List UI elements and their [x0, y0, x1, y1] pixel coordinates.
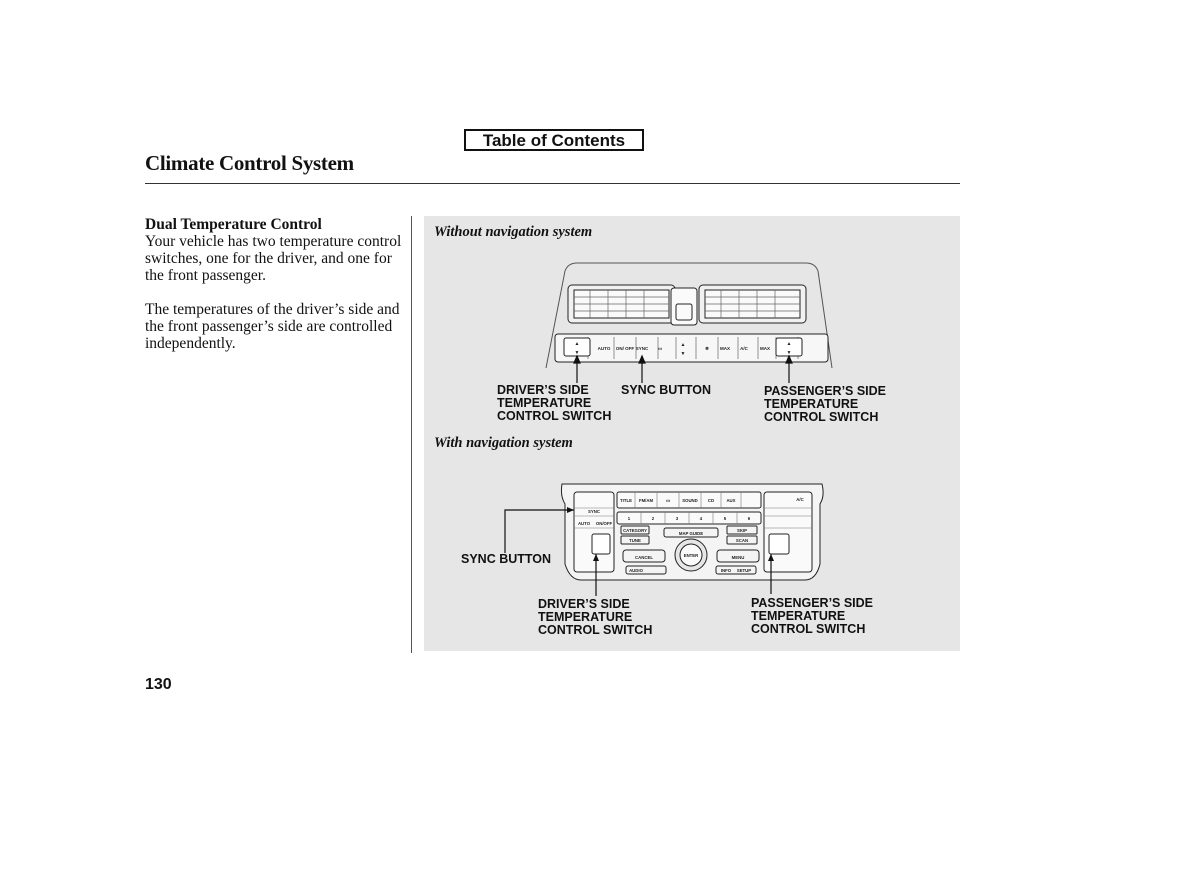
- svg-text:▼: ▼: [786, 350, 792, 356]
- nav-sync-label: SYNC: [588, 509, 600, 514]
- callout-passenger-switch-bottom: PASSENGER’S SIDE TEMPERATURE CONTROL SWITCH: [751, 596, 874, 636]
- sound-label: SOUND: [682, 498, 698, 503]
- menu-label: MENU: [731, 555, 745, 560]
- svg-text:▲: ▲: [574, 341, 580, 347]
- title-divider: [145, 183, 960, 184]
- svg-text:▼: ▼: [680, 351, 686, 357]
- auto-label: AUTO: [597, 346, 611, 351]
- callout-driver-switch-bottom: DRIVER’S SIDE TEMPERATURE CONTROL SWITCH: [538, 597, 653, 637]
- section-paragraph-1: Your vehicle has two temperature control switches, one for the driver, and one for the front passenger.: [145, 233, 402, 284]
- dual-temperature-section: [145, 216, 407, 369]
- map-guide-label: MAP GUIDE: [678, 531, 704, 536]
- tune-label: TUNE: [629, 538, 641, 543]
- page-number: 130: [145, 676, 172, 693]
- svg-text:❄: ❄: [705, 346, 709, 351]
- aux-label: AUX: [726, 498, 736, 503]
- svg-text:▭: ▭: [657, 346, 663, 351]
- preset-2-label: 2: [651, 516, 655, 521]
- section-paragraph-2: The temperatures of the driver’s side and the front passenger’s side are controlled independently.: [145, 301, 400, 352]
- title-label: TITLE: [620, 498, 632, 503]
- nav-on-off-label: ON/OFF: [595, 521, 613, 526]
- max-label-b: MAX: [760, 346, 770, 351]
- ac-label: A/C: [740, 346, 748, 351]
- caption-with-nav: With navigation system: [434, 435, 573, 451]
- setup-label: SETUP: [736, 568, 752, 573]
- nav-auto-label: AUTO: [577, 521, 591, 526]
- max-label-a: MAX: [720, 346, 730, 351]
- fm-am-label: FM/AM: [638, 498, 654, 503]
- nav-ac-label: A/C: [796, 497, 804, 502]
- preset-5-label: 5: [723, 516, 727, 521]
- caption-without-nav: Without navigation system: [434, 224, 593, 240]
- enter-label: ENTER: [683, 553, 699, 558]
- cd-label: CD: [707, 498, 715, 503]
- climate-control-figure: [424, 216, 960, 651]
- cancel-label: CANCEL: [635, 555, 653, 560]
- preset-3-label: 3: [675, 516, 679, 521]
- preset-1-label: 1: [627, 516, 631, 521]
- svg-text:▲: ▲: [680, 342, 686, 348]
- page-title: Climate Control System: [145, 151, 354, 175]
- column-divider: [411, 216, 412, 653]
- panel-without-nav-illustration: [424, 216, 960, 651]
- info-label: INFO: [720, 568, 732, 573]
- on-off-label: ON/ OFF: [615, 346, 635, 351]
- callout-passenger-switch-top: PASSENGER’S SIDE TEMPERATURE CONTROL SWITCH: [764, 384, 887, 424]
- sync-label: SYNC: [635, 346, 649, 351]
- scan-label: SCAN: [735, 538, 749, 543]
- callout-sync-button-bottom: SYNC BUTTON: [461, 552, 552, 566]
- svg-text:▭: ▭: [665, 498, 671, 503]
- svg-text:▼: ▼: [574, 350, 580, 356]
- preset-6-label: 6: [747, 516, 751, 521]
- section-heading: Dual Temperature Control: [145, 216, 322, 233]
- table-of-contents-button[interactable]: Table of Contents: [464, 129, 644, 151]
- preset-4-label: 4: [699, 516, 703, 521]
- skip-label: SKIP: [736, 528, 748, 533]
- audio-label: AUDIO: [629, 568, 643, 573]
- svg-text:▲: ▲: [786, 341, 792, 347]
- category-label: CATEGORY: [623, 528, 647, 533]
- callout-sync-button-top: SYNC BUTTON: [621, 383, 712, 397]
- callout-driver-switch-top: DRIVER’S SIDE TEMPERATURE CONTROL SWITCH: [497, 383, 612, 423]
